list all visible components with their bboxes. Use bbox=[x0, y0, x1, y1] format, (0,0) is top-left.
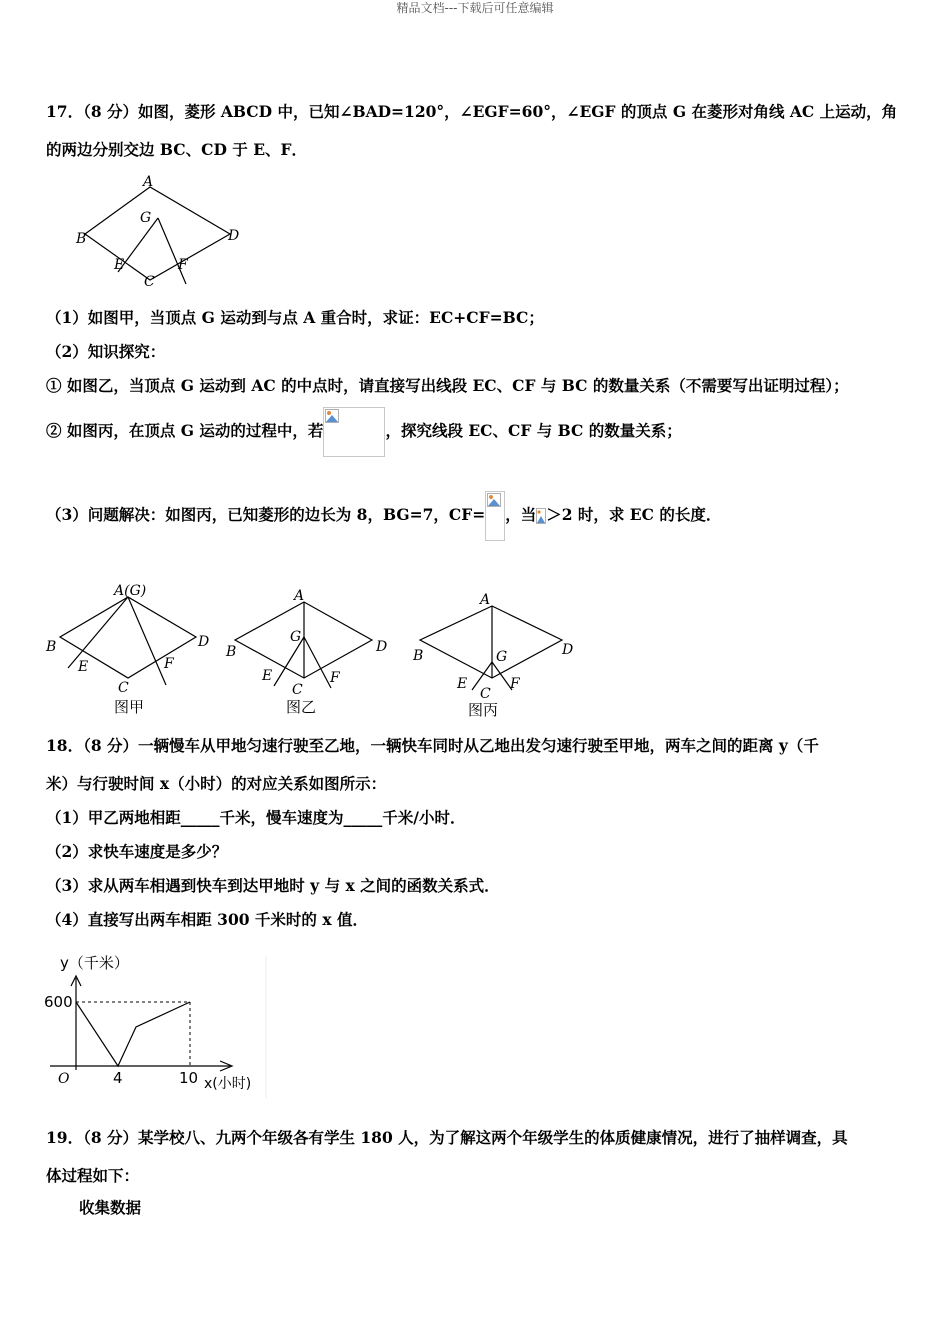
fig-bing-label-d: D bbox=[562, 642, 574, 658]
fig-bing-label-b: B bbox=[413, 648, 424, 664]
q18-line1: 18．（8 分）一辆慢车从甲地匀速行驶至乙地，一辆快车同时从乙地出发匀速行驶至甲地，两车之间的距离 y（千 bbox=[46, 736, 819, 755]
fig-bing-rhombus bbox=[420, 606, 562, 678]
q19-line1: 19．（8 分）某学校八、九两个年级各有学生 180 人，为了解这两个年级学生的体质健康情况，进行了抽样调查，具 bbox=[46, 1128, 848, 1147]
q17-part2b bbox=[46, 406, 682, 457]
fig-jia-label-ag: A(G) bbox=[114, 583, 147, 599]
q17-part3-pre: （3）问题解决：如图丙，已知菱形的边长为 8，BG=7，CF= bbox=[46, 505, 486, 524]
fig-yi-caption: 图乙 bbox=[286, 698, 317, 716]
q17-part2b-pre: ② 如图丙，在顶点 G 运动的过程中，若 bbox=[46, 421, 324, 440]
q19-line2: 体过程如下： bbox=[46, 1166, 140, 1185]
rhombus-abcd bbox=[85, 187, 230, 280]
fig-bing-label-e: E bbox=[457, 676, 468, 692]
graph-x-label: x(小时) bbox=[204, 1076, 252, 1092]
fig-yi-label-e: E bbox=[262, 668, 273, 684]
fig-jia-label-e: E bbox=[78, 659, 89, 675]
q17-part3-mid: ，当 bbox=[505, 505, 537, 524]
label-c: C bbox=[144, 274, 155, 290]
q17-part1: （1）如图甲，当顶点 G 运动到与点 A 重合时，求证：EC+CF=BC； bbox=[46, 308, 544, 327]
graph-tick-10: 10 bbox=[179, 1069, 199, 1087]
graph-y-label: y（千米） bbox=[60, 954, 129, 972]
q17-part2b-post: ，探究线段 EC、CF 与 BC 的数量关系； bbox=[385, 421, 682, 440]
q17-line1: 17．（8 分）如图，菱形 ABCD 中，已知∠BAD=120°，∠EGF=60°，∠EGF 的顶点 G 在菱形对角线 AC 上运动，角 bbox=[46, 102, 898, 121]
fig-yi-label-a: A bbox=[294, 588, 305, 604]
fig-yi-label-d: D bbox=[376, 639, 388, 655]
fig-jia-label-f: F bbox=[164, 656, 174, 672]
fig-jia-label-c: C bbox=[118, 680, 129, 696]
label-g: G bbox=[140, 210, 152, 226]
fig-bing-label-c: C bbox=[480, 686, 491, 702]
graph-tick-4: 4 bbox=[113, 1069, 123, 1087]
q19-part1: 收集数据 bbox=[79, 1198, 142, 1217]
q17-part2: （2）知识探究： bbox=[46, 342, 166, 361]
broken-image-icon bbox=[485, 491, 505, 541]
label-a: A bbox=[143, 174, 154, 190]
q17-part3 bbox=[46, 490, 721, 541]
q17-main-figure bbox=[70, 172, 260, 292]
q18-part3: （3）求从两车相遇到快车到达甲地时 y 与 x 之间的函数关系式． bbox=[46, 876, 500, 895]
label-d: D bbox=[228, 228, 240, 244]
fig-bing-label-f: F bbox=[510, 676, 520, 692]
fig-jia-label-b: B bbox=[46, 639, 57, 655]
q18-line2: 米）与行驶时间 x（小时）的对应关系如图所示： bbox=[46, 774, 387, 793]
q17-figures-row bbox=[46, 582, 586, 722]
label-e: E bbox=[114, 257, 125, 273]
distance-line bbox=[76, 1002, 190, 1066]
fig-yi-label-g: G bbox=[290, 629, 302, 645]
q17-line2: 的两边分别交边 BC、CD 于 E、F． bbox=[46, 140, 308, 159]
fig-yi-label-f: F bbox=[330, 670, 340, 686]
q18-distance-time-graph bbox=[40, 950, 270, 1100]
fig-jia-caption: 图甲 bbox=[114, 698, 145, 716]
label-f: F bbox=[178, 257, 188, 273]
fig-yi-label-b: B bbox=[226, 644, 237, 660]
broken-image-icon bbox=[536, 508, 546, 524]
graph-origin: O bbox=[58, 1071, 70, 1087]
fig-yi-label-c: C bbox=[292, 682, 303, 698]
q18-part1: （1）甲乙两地相距_____千米，慢车速度为_____千米/小时． bbox=[46, 808, 466, 827]
q17-part3-post: ＞2 时，求 EC 的长度． bbox=[546, 505, 722, 524]
fig-bing-caption: 图丙 bbox=[468, 701, 499, 719]
fig-jia-label-d: D bbox=[198, 634, 210, 650]
q18-part4: （4）直接写出两车相距 300 千米时的 x 值． bbox=[46, 910, 368, 929]
q17-part2a: ① 如图乙，当顶点 G 运动到 AC 的中点时，请直接写出线段 EC、CF 与 BC 的数量关系（不需要写出证明过程）； bbox=[46, 376, 849, 395]
fig-bing-label-g: G bbox=[496, 649, 508, 665]
graph-tick-600: 600 bbox=[44, 993, 73, 1011]
page-header: 精品文档---下载后可任意编辑 bbox=[396, 1, 554, 15]
q18-part2: （2）求快车速度是多少？ bbox=[46, 842, 228, 861]
fig-bing-label-a: A bbox=[480, 592, 491, 608]
label-b: B bbox=[76, 231, 87, 247]
broken-image-icon bbox=[323, 407, 385, 457]
